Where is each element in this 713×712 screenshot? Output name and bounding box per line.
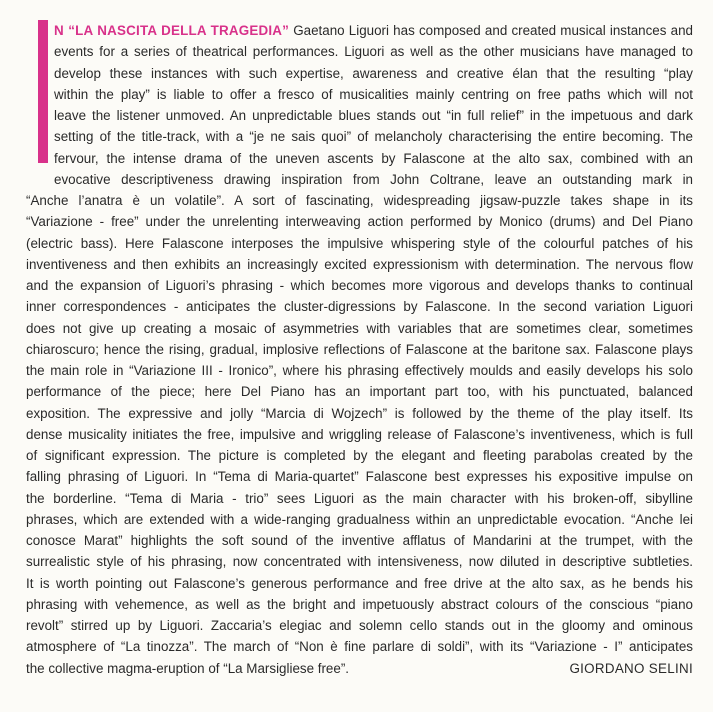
article-line: develop these instances with such expertise, awareness and creative élan that the resulting “play (54, 65, 693, 81)
article-line: within the play” is liable to offer a fresco of musicalities mainly centring on free paths which will not (54, 86, 693, 102)
article-line: atmosphere of “La tinozza”. The march of “Non è fine parlare di soldi”, with its “Variazione - I” anticipates (26, 639, 693, 655)
article-line: conosce Marat” highlights the soft sound of the inventive afflatus of Mandarini at the trumpet, with the (26, 533, 693, 548)
article-final-row (26, 658, 693, 679)
article-line: and the expansion of Liguori’s phrasing - which becomes more vigorous and develops thanks to continual (26, 278, 693, 293)
article-line: “Anche l’anatra è un volatile”. A sort of fascinating, widespreading jigsaw-puzzle takes shape in its (26, 193, 693, 208)
article-line: the borderline. “Tema di Maria - trio” sees Liguori as the main character with his broken-off, sibylline (26, 490, 693, 506)
article-last-line: the collective magma-eruption of “La Marsigliese free”. (26, 660, 350, 676)
article-line: inventiveness and then exhibits an increasingly excited expressionism with determination. The nervous flow (26, 256, 693, 272)
article-line: fervour, the intense drama of the uneven ascents by Falascone at the alto sax, combined with an (54, 150, 693, 166)
article-heading: N “LA NASCITA DELLA TRAGEDIA” (54, 23, 290, 38)
article-line: dense musicality initiates the free, impulsive and wriggling release of Falascone’s inventiveness, which is full (26, 426, 693, 442)
article-line: inner correspondences - anticipates the cluster-digressions by Falascone. In the second variation Liguori (26, 299, 693, 315)
article-line: chiaroscuro; hence the rising, gradual, implosive reflections of Falascone at the baritone sax. Falascone plays (26, 341, 693, 357)
article-line: exposition. The expressive and jolly “Marcia di Wojzech” is followed by the theme of the play itself. Its (26, 405, 693, 421)
article-line: (electric bass). Here Falascone interposes the impulsive whispering style of the colourful patches of his (26, 235, 693, 251)
article-line: falling phrasing of Liguori. In “Tema di Maria-quartet” Falascone best expresses his expositive impulse on (26, 469, 693, 485)
article-line: does not give up creating a mosaic of asymmetries with variables that are sometimes clear, sometimes (26, 320, 693, 336)
article-line: surrealistic style of his phrasing, now concentrated with intensiveness, now diluted in descriptive subtleties. (26, 554, 693, 570)
article-line: leave the listener unmoved. An unpredictable blues stands out “in full relief” in the impetuous and dark (54, 108, 693, 123)
article-line: Gaetano Liguori has composed and created musical instances and (293, 23, 693, 38)
article-line: of significant expression. The picture is completed by the elegant and fleeting parabolas created by the (26, 448, 693, 463)
article-first-line (26, 20, 693, 41)
article-line: performance of the piece; here Del Piano has an important part too, with his punctuated, balanced (26, 384, 693, 400)
article-line: phrasing with vehemence, as well as the bright and impetuously abstract colours of the conscious “piano (26, 596, 693, 612)
article-body (26, 20, 693, 679)
article-line: revolt” stirred up by Liguori. Zaccaria’s elegiac and solemn cello stands out in the gloomy and ominous (26, 618, 693, 633)
article-line: events for a series of theatrical performances. Liguori as well as the other musicians have managed to (54, 44, 693, 60)
article-line: evocative descriptiveness drawing inspiration from John Coltrane, leave an outstanding mark in (54, 171, 693, 187)
article-line: the main role in “Variazione III - Ironico”, where his phrasing effectively moulds and easily develops his solo (26, 363, 693, 378)
article-line: setting of the title-track, with a “je ne sais quoi” of melancholy characterising the entire becoming. The (54, 129, 693, 145)
article-line: “Variazione - free” under the unrelenting interweaving action performed by Monico (drums) and Del Piano (26, 214, 693, 230)
article-line: It is worth pointing out Falascone’s generous performance and free drive at the alto sax, as he bends his (26, 575, 693, 591)
author-signature: GIORDANO SELINI (569, 660, 693, 676)
article-line: phrases, which are extended with a wide-ranging gradualness within an unpredictable evocation. “Anche lei (26, 511, 693, 527)
